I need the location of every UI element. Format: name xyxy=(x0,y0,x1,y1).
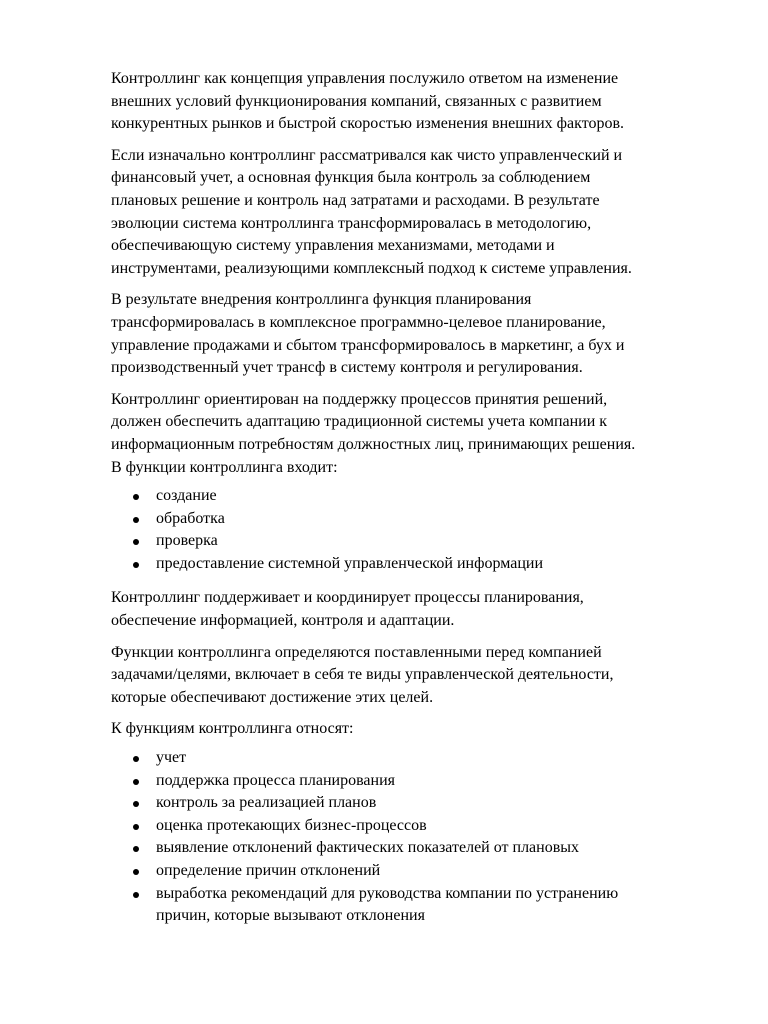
paragraph-evolution xyxy=(111,145,718,281)
text-line: финансовый учет, а основная функция была контроль за соблюдением xyxy=(111,169,591,187)
text-line: Контроллинг как концепция управления послужило ответом на изменение xyxy=(111,70,619,87)
bullet-list-functions-included xyxy=(111,485,718,575)
bullet-icon xyxy=(133,562,139,568)
list-item xyxy=(111,792,718,815)
text-line: В результате внедрения контроллинга функция планирования xyxy=(111,291,532,309)
list-item-text: оценка протекающих бизнес-процессов xyxy=(156,816,427,834)
text-line: Если изначально контроллинг рассматривался как чисто управленческий и xyxy=(111,146,623,164)
list-item-text: обработка xyxy=(156,509,225,527)
paragraph-intro xyxy=(111,68,718,136)
bullet-icon xyxy=(133,517,139,523)
text-line: должен обеспечить адаптацию традиционной системы учета компании к xyxy=(111,413,608,431)
list-item-text: определение причин отклонений xyxy=(156,862,381,879)
bullet-icon xyxy=(133,494,139,500)
list-item-text: контроль за реализацией планов xyxy=(156,794,377,812)
list-item-text-continuation: причин, которые вызывают отклонения xyxy=(156,907,425,925)
text-line: внешних условий функционирования компаний, связанных с развитием xyxy=(111,92,602,110)
bullet-icon xyxy=(133,779,139,785)
paragraph-orientation xyxy=(111,389,718,479)
bullet-icon xyxy=(133,869,139,875)
list-item xyxy=(111,770,718,793)
text-line: эволюции система контроллинга трансформировалась в методологию, xyxy=(111,214,592,232)
list-item-text: учет xyxy=(156,749,187,767)
text-line: плановых решение и контроль над затратами и расходами. В результате xyxy=(111,191,600,209)
list-item xyxy=(111,815,718,838)
text-line: обеспечение информацией, контроля и адаптации. xyxy=(111,612,455,630)
list-item-text: создание xyxy=(156,487,217,505)
list-item xyxy=(111,553,718,576)
list-item xyxy=(111,883,718,928)
bullet-icon xyxy=(133,801,139,807)
paragraph-implementation xyxy=(111,289,718,379)
bullet-list-controlling-functions xyxy=(111,747,718,928)
list-item-text: выявление отклонений фактических показателей от плановых xyxy=(156,839,580,857)
list-item xyxy=(111,508,718,531)
list-item-text: предоставление системной управленческой информации xyxy=(156,554,544,572)
text-line: которые обеспечивают достижение этих целей. xyxy=(111,688,434,706)
list-item-text: поддержка процесса планирования xyxy=(156,771,395,789)
text-line: инструментами, реализующими комплексный подход к системе управления. xyxy=(111,259,632,277)
list-item xyxy=(111,837,718,860)
bullet-icon xyxy=(133,824,139,830)
text-line: К функциям контроллинга относят: xyxy=(111,720,354,738)
list-item xyxy=(111,747,718,770)
bullet-icon xyxy=(133,892,139,898)
text-line: В функции контроллинга входит: xyxy=(111,458,338,476)
text-line: обеспечивающую систему управления механизмами, методами и xyxy=(111,237,555,255)
text-line: конкурентных рынков и быстрой скоростью изменения внешних факторов. xyxy=(111,115,625,133)
text-line: Контроллинг поддерживает и координирует процессы планирования, xyxy=(111,589,584,607)
list-item-text: выработка рекомендаций для руководства компании по устранению xyxy=(156,884,619,902)
text-line: производственный учет трансф в систему контроля и регулирования. xyxy=(111,359,583,377)
text-line: информационным потребностям должностных лиц, принимающих решения. xyxy=(111,435,636,453)
text-line: управление продажами и сбытом трансформировалось в маркетинг, а бух и xyxy=(111,336,625,354)
paragraph-goals xyxy=(111,642,718,710)
bullet-icon xyxy=(133,846,139,852)
bullet-icon xyxy=(133,539,139,545)
list-item-text: проверка xyxy=(156,532,218,550)
text-line: трансформировалась в комплексное программно-целевое планирование, xyxy=(111,313,606,331)
text-line: задачами/целями, включает в себя те виды управленческой деятельности, xyxy=(111,666,614,684)
paragraph-coordination xyxy=(111,587,718,632)
paragraph-functions-heading xyxy=(111,718,718,741)
list-item xyxy=(111,530,718,553)
text-line: Контроллинг ориентирован на поддержку процессов принятия решений, xyxy=(111,390,608,408)
list-item xyxy=(111,485,718,508)
bullet-icon xyxy=(133,756,139,762)
text-line: Функции контроллинга определяются поставленными перед компанией xyxy=(111,643,602,661)
list-item xyxy=(111,860,718,883)
